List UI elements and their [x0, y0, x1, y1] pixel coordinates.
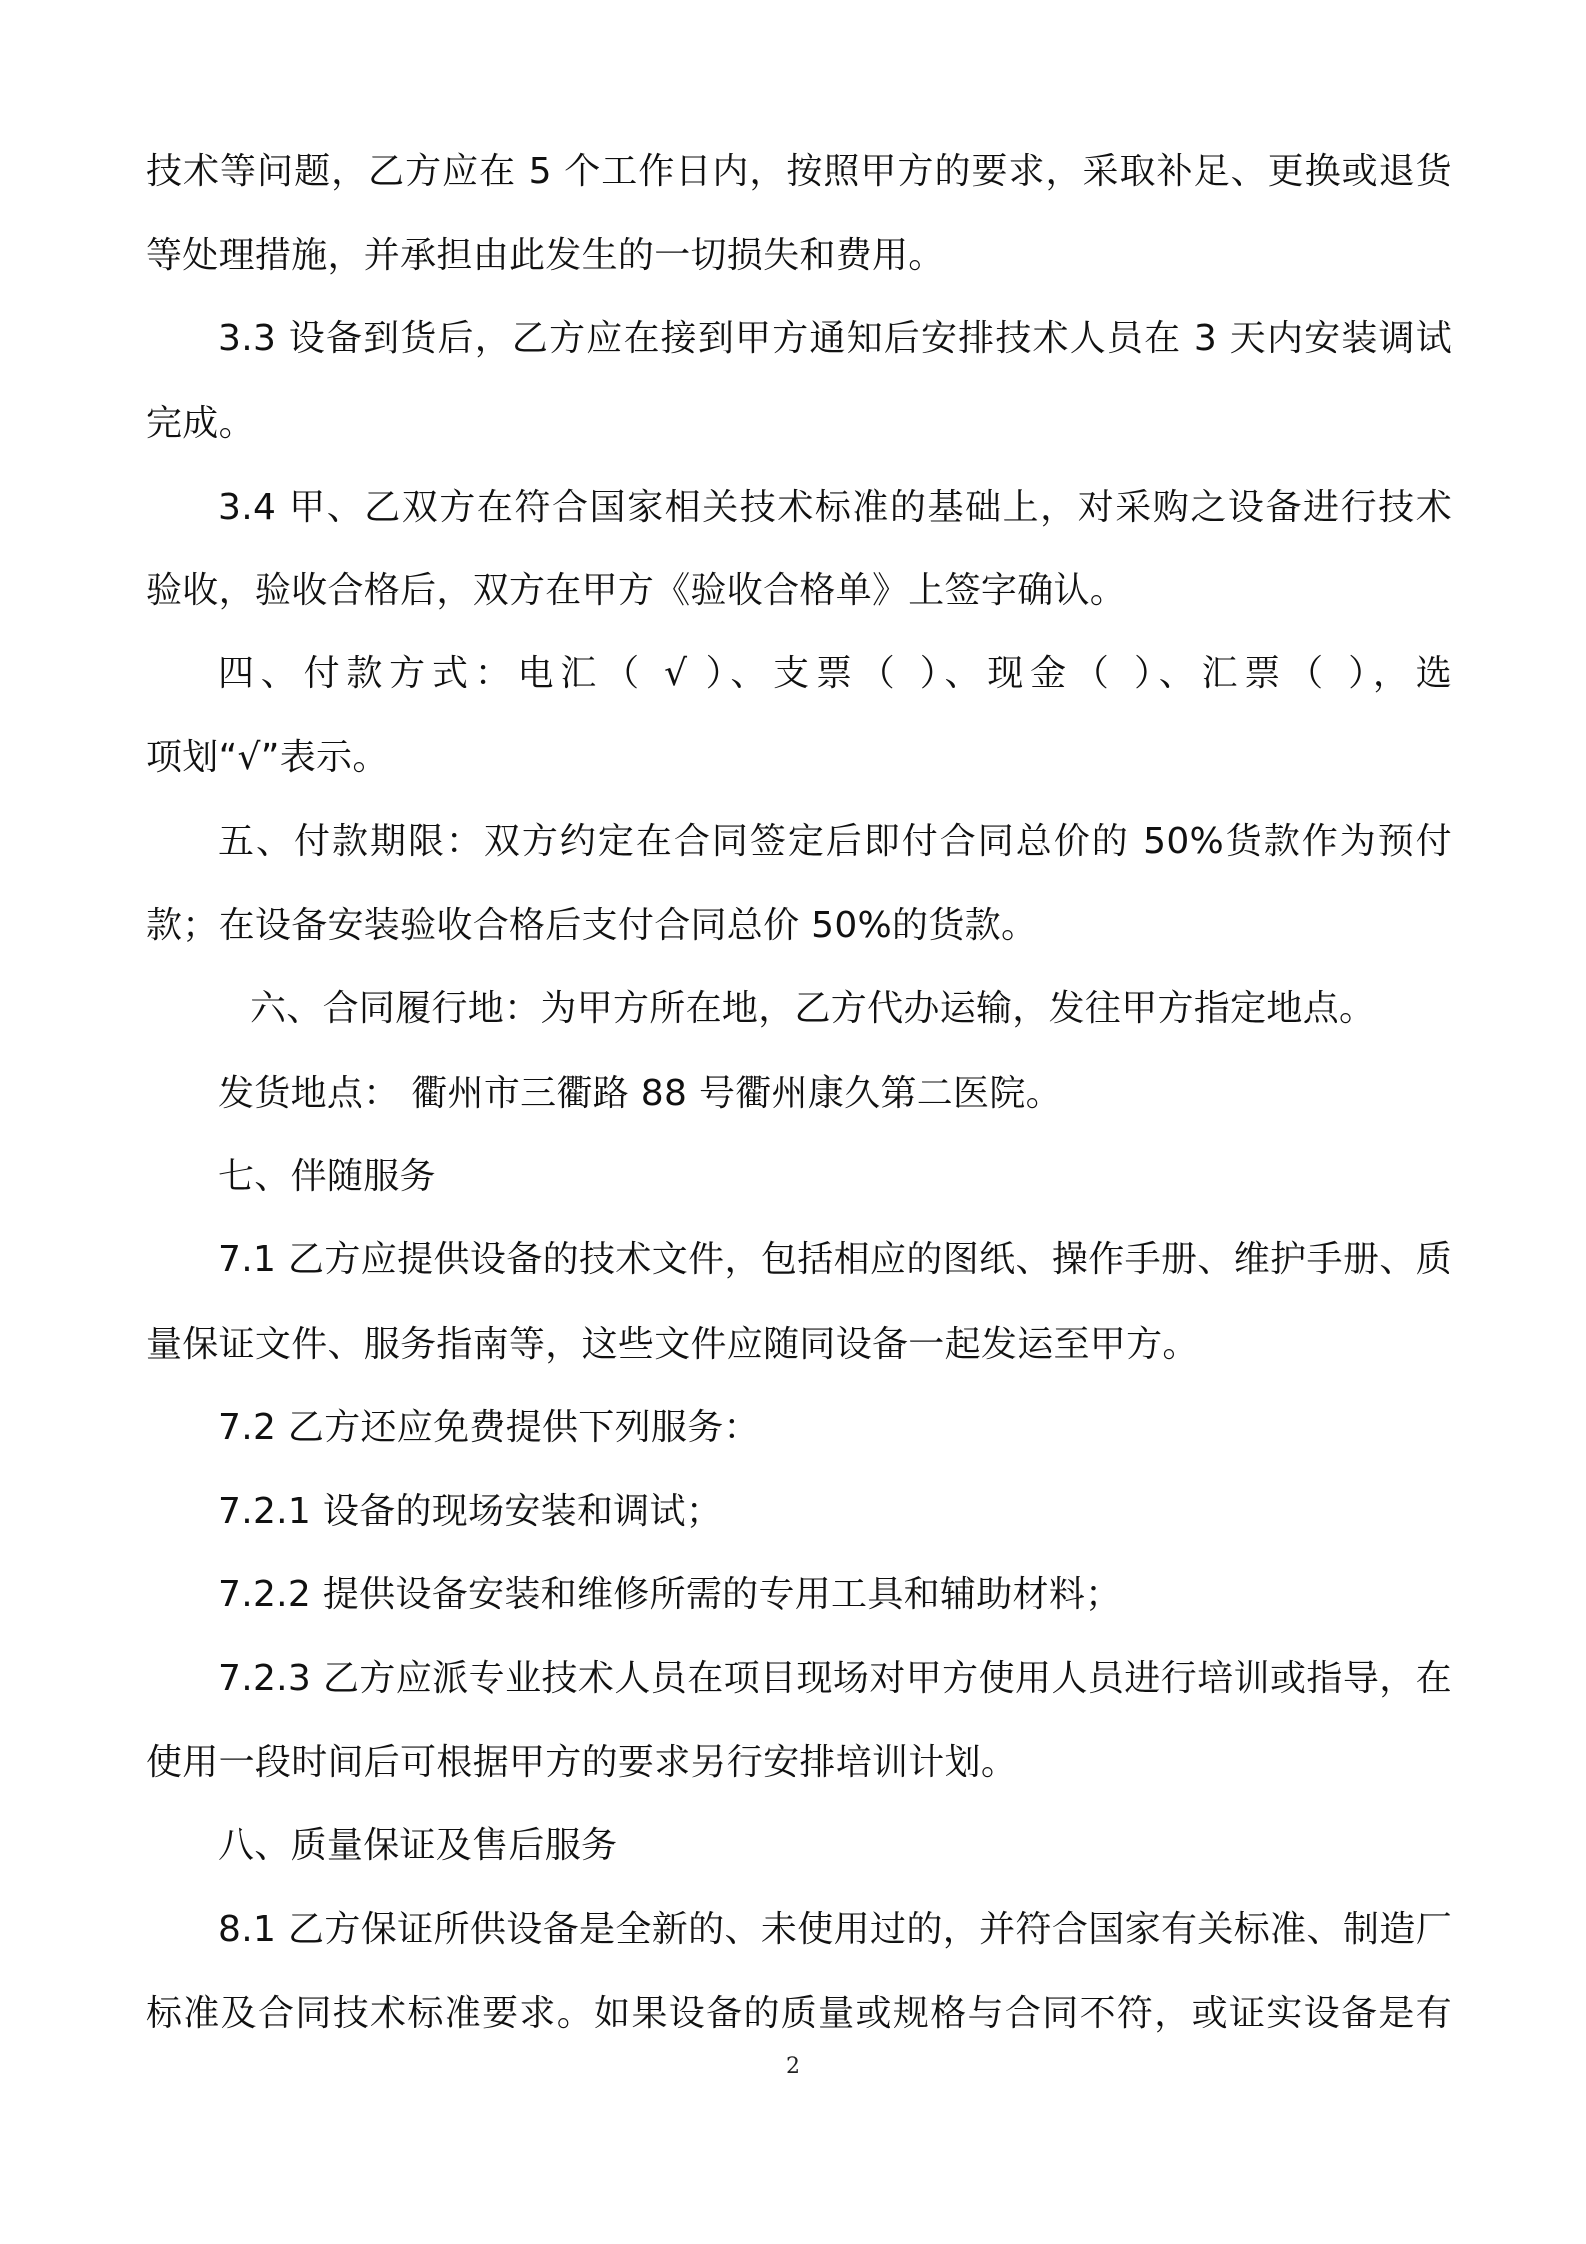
text-line: 7.2.2 提供设备安装和维修所需的专用工具和辅助材料； [218, 1574, 1122, 1615]
section-heading: 七、伴随服务 [218, 1156, 436, 1197]
text-line: 3.3 设备到货后，乙方应在接到甲方通知后安排技术人员在 3 天内安装调试 [218, 318, 1452, 359]
section-heading: 八、质量保证及售后服务 [218, 1825, 618, 1866]
text-line: 验收，验收合格后，双方在甲方《验收合格单》上签字确认。 [146, 570, 1127, 611]
text-line: 8.1 乙方保证所供设备是全新的、未使用过的，并符合国家有关标准、制造厂 [218, 1909, 1452, 1950]
text-line: 六、合同履行地：为甲方所在地，乙方代办运输，发往甲方指定地点。 [250, 988, 1376, 1029]
text-line: 7.1 乙方应提供设备的技术文件，包括相应的图纸、操作手册、维护手册、质 [218, 1239, 1452, 1280]
text-line: 使用一段时间后可根据甲方的要求另行安排培训计划。 [146, 1742, 1018, 1783]
text-line: 技术等问题，乙方应在 5 个工作日内，按照甲方的要求，采取补足、更换或退货 [146, 151, 1452, 192]
text-line: 3.4 甲、乙双方在符合国家相关技术标准的基础上，对采购之设备进行技术 [218, 487, 1452, 528]
text-line: 发货地点： 衢州市三衢路 88 号衢州康久第二医院。 [218, 1073, 1062, 1114]
text-line: 等处理措施，并承担由此发生的一切损失和费用。 [146, 235, 945, 276]
text-line: 量保证文件、服务指南等，这些文件应随同设备一起发运至甲方。 [146, 1324, 1199, 1365]
text-line: 标准及合同技术标准要求。如果设备的质量或规格与合同不符，或证实设备是有 [146, 1993, 1452, 2034]
text-line: 7.2.1 设备的现场安装和调试； [218, 1491, 723, 1532]
text-line: 四、付款方式：电汇（ √ ）、支票（ ）、现金（ ）、汇票（ ），选 [218, 653, 1452, 694]
text-line: 项划“√”表示。 [146, 737, 389, 778]
text-line: 款；在设备安装验收合格后支付合同总价 50%的货款。 [146, 905, 1038, 946]
text-line: 7.2.3 乙方应派专业技术人员在项目现场对甲方使用人员进行培训或指导，在 [218, 1658, 1452, 1699]
text-line: 五、付款期限：双方约定在合同签定后即付合同总价的 50%货款作为预付 [218, 821, 1452, 862]
text-line: 7.2 乙方还应免费提供下列服务： [218, 1407, 760, 1448]
text-line: 完成。 [146, 403, 255, 444]
page-number: 2 [786, 2054, 800, 2079]
